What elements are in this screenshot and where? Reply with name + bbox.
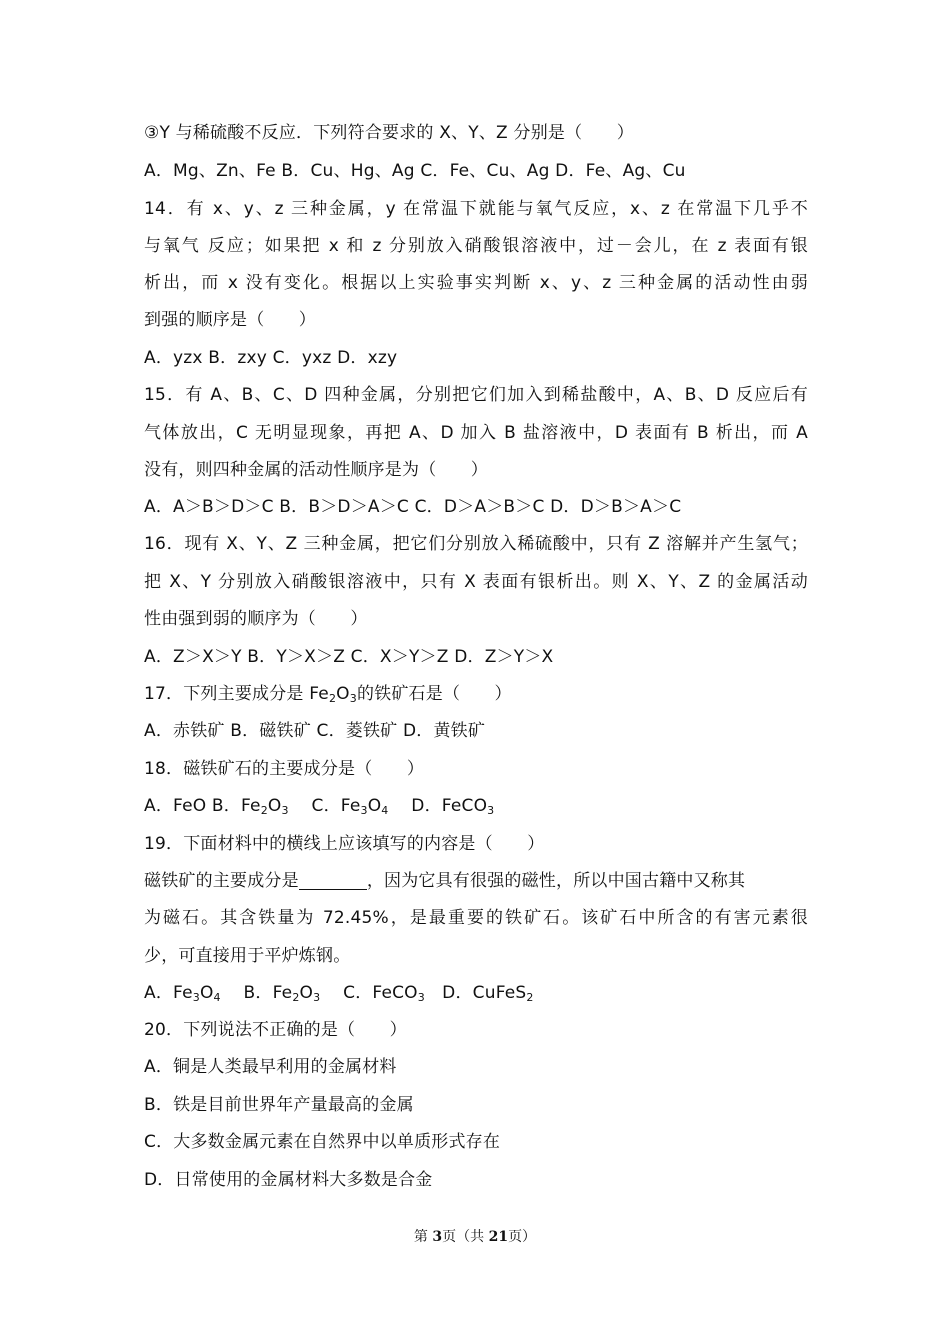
q20-option-d: D．日常使用的金属材料大多数是合金 bbox=[144, 1170, 433, 1190]
q15-stem-line-3: 没有，则四种金属的活动性顺序是为（ ） bbox=[144, 460, 488, 480]
q16-options: A．Z＞X＞Y B．Y＞X＞Z C．X＞Y＞Z D．Z＞Y＞X bbox=[144, 647, 554, 667]
current-page-number: 3 bbox=[432, 1229, 443, 1245]
q16-stem-line-1: 16．现有 X、Y、Z 三种金属，把它们分别放入稀硫酸中，只有 Z 溶解并产生氢气； bbox=[144, 534, 808, 554]
q16-stem-line-2: 把 X、Y 分别放入硝酸银溶液中，只有 X 表面有银析出。则 X、Y、Z 的金属活动 bbox=[144, 572, 808, 592]
q14-stem-line-2: 与氧气 反应；如果把 x 和 z 分别放入硝酸银溶液中，过－会儿，在 z 表面有银 bbox=[144, 236, 808, 256]
q14-stem-line-1: 14．有 x、y、z 三种金属，y 在常温下就能与氧气反应，x、z 在常温下几乎不 bbox=[144, 199, 808, 219]
fill-in-blank bbox=[299, 871, 367, 890]
page-footer: 第 3页（共 21页） bbox=[413, 1229, 537, 1245]
total-page-count: 21 bbox=[488, 1229, 509, 1245]
q20-option-c: C．大多数金属元素在自然界中以单质形式存在 bbox=[144, 1132, 501, 1152]
q13-condition-line: ③Y 与稀硫酸不反应．下列符合要求的 X、Y、Z 分别是（ ） bbox=[144, 123, 634, 143]
q13-options: A．Mg、Zn、Fe B．Cu、Hg、Ag C．Fe、Cu、Ag D．Fe、Ag、Cu bbox=[144, 161, 686, 181]
q15-stem-line-2: 气体放出，C 无明显现象，再把 A、D 加入 B 盐溶液中，D 表面有 B 析出，而 A bbox=[144, 423, 808, 443]
q16-stem-line-3: 性由强到弱的顺序为（ ） bbox=[144, 609, 368, 629]
q19-passage-line-1: 磁铁矿的主要成分是 ，因为它具有很强的磁性，所以中国古籍中又称其 bbox=[144, 871, 746, 891]
q19-passage-line-3: 少，可直接用于平炉炼钢。 bbox=[144, 946, 351, 966]
q18-stem: 18．磁铁矿石的主要成分是（ ） bbox=[144, 759, 425, 779]
q15-stem-line-1: 15．有 A、B、C、D 四种金属，分别把它们加入到稀盐酸中，A、B、D 反应后有 bbox=[144, 385, 808, 405]
q20-option-a: A．铜是人类最早利用的金属材料 bbox=[144, 1057, 397, 1077]
q20-stem: 20．下列说法不正确的是（ ） bbox=[144, 1020, 407, 1040]
q20-option-b: B．铁是目前世界年产量最高的金属 bbox=[144, 1095, 414, 1115]
q15-options: A．A＞B＞D＞C B．B＞D＞A＞C C．D＞A＞B＞C D．D＞B＞A＞C bbox=[144, 497, 682, 517]
q19-stem: 19．下面材料中的横线上应该填写的内容是（ ） bbox=[144, 834, 545, 854]
q17-options: A．赤铁矿 B．磁铁矿 C．菱铁矿 D．黄铁矿 bbox=[144, 721, 486, 741]
q18-options: A．FeO B．$Fe_2O_3$ C．$Fe_3O_4$ D．FeCO$_3$ bbox=[144, 796, 495, 817]
q14-options: A．yzx B．zxy C．yxz D．xzy bbox=[144, 348, 398, 368]
q19-options: A．$Fe_3O_4$ B．$Fe_2O_3$ C．FeCO$_3$ D．CuFeS$_2$ bbox=[144, 983, 534, 1004]
q17-stem: 17．下列主要成分是 $Fe_2O_3$的铁矿石是（ ） bbox=[144, 684, 512, 705]
q14-stem-line-4: 到强的顺序是（ ） bbox=[144, 310, 316, 330]
q19-passage-line-2: 为磁石。其含铁量为 72.45%，是最重要的铁矿石。该矿石中所含的有害元素很 bbox=[144, 908, 808, 928]
q14-stem-line-3: 析出，而 x 没有变化。根据以上实验事实判断 x、y、z 三种金属的活动性由弱 bbox=[144, 273, 808, 293]
